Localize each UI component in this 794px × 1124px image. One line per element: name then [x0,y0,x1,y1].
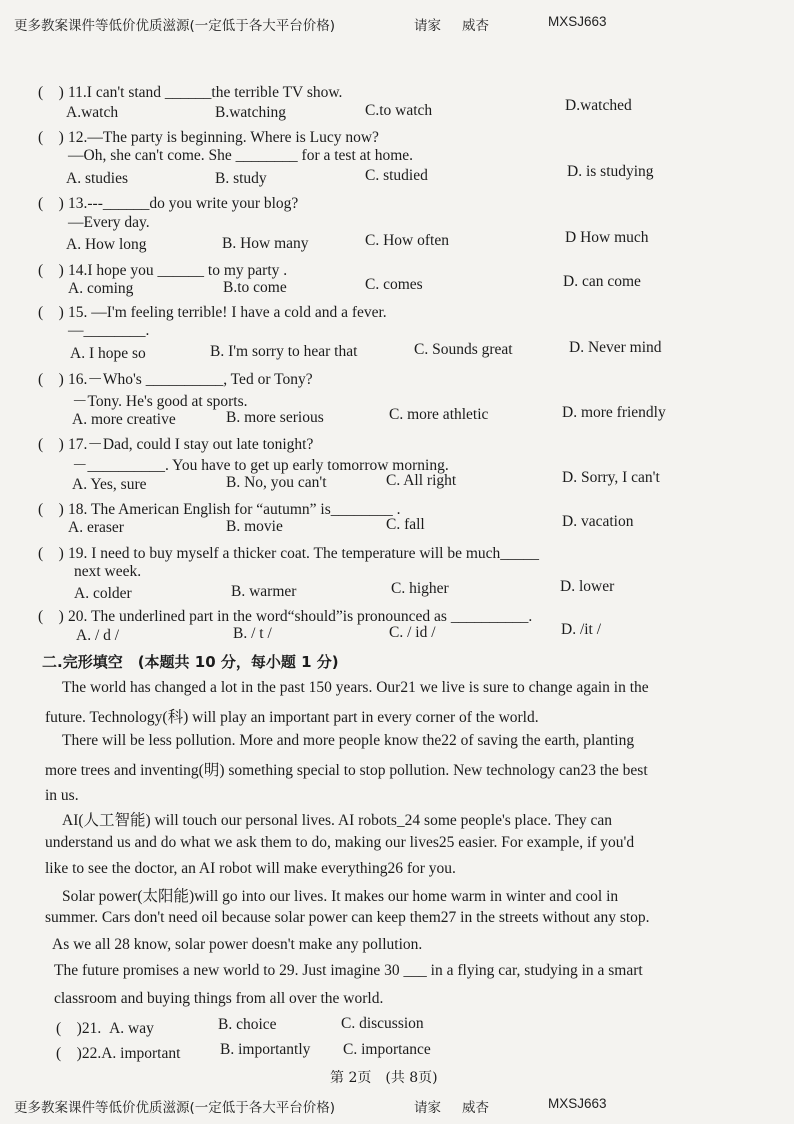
q16-option-a: A. more creative [72,411,176,428]
question-15-stem-2: —________. [68,322,150,339]
q19-option-b: B. warmer [231,583,297,600]
question-17-stem-2: －__________. You have to get up early tomorrow morning. [72,457,449,474]
question-19-stem: ( ) 19. I need to buy myself a thicker coat. The temperature will be much_____ [38,545,540,562]
question-16-stem-2: －Tony. He's good at sports. [72,393,248,410]
q11-option-c: C.to watch [365,102,433,119]
passage-line-9: Solar power(太阳能)will go into our lives. It makes our home warm in winter and cool in [62,888,619,905]
q14-option-c: C. comes [365,276,423,293]
answer-22-option-c: C. importance [343,1041,431,1058]
question-13-stem-2: —Every day. [68,214,150,231]
q18-option-c: C. fall [386,516,425,533]
q15-option-d: D. Never mind [569,339,662,356]
passage-line-10: summer. Cars don't need oil because solar power can keep them27 in the streets without any stop. [45,909,650,926]
q19-option-a: A. colder [74,585,132,602]
passage-line-7: understand us and do what we ask them to do, making our lives25 easier. For example, if you'd [45,834,635,851]
q18-option-b: B. movie [226,518,283,535]
q20-option-d: D. /it / [561,621,602,638]
answer-21-option-b: B. choice [218,1016,277,1033]
q17-option-a: A. Yes, sure [72,476,147,493]
passage-line-6: AI(人工智能) will touch our personal lives. AI robots_24 some people's place. They can [62,812,613,829]
q16-option-b: B. more serious [226,409,324,426]
footer-contact-name: 威杏 [462,1100,489,1116]
answer-21-row [56,1016,154,1038]
answer-22-row [56,1041,180,1063]
passage-line-13: classroom and buying things from all over the world. [54,990,384,1007]
passage-line-11: As we all 28 know, solar power doesn't make any pollution. [52,936,423,953]
question-17-stem: ( ) 17.－Dad, could I stay out late tonight? [38,436,314,453]
q13-option-d: D How much [565,229,649,246]
q15-option-b: B. I'm sorry to hear that [210,343,358,360]
question-12-stem: ( ) 12.—The party is beginning. Where is Lucy now? [38,129,379,146]
q13-option-a: A. How long [66,236,147,253]
passage-line-4: more trees and inventing(明) something special to stop pollution. New technology can23 the best [45,762,648,779]
q11-option-b: B.watching [215,104,287,121]
header-banner [14,14,780,34]
passage-line-3: There will be less pollution. More and more people know the22 of saving the earth, planting [62,732,635,749]
footer-banner [14,1096,780,1116]
question-12-stem-2: —Oh, she can't come. She ________ for a test at home. [68,147,414,164]
q12-option-d: D. is studying [567,163,654,180]
question-18-stem: ( ) 18. The American English for “autumn” is________ . [38,501,401,518]
q14-option-b: B.to come [223,279,287,296]
passage-line-8: like to see the doctor, an AI robot will make everything26 for you. [45,860,456,877]
footer-code: MXSJ663 [548,1096,607,1111]
q13-option-c: C. How often [365,232,449,249]
q19-option-d: D. lower [560,578,615,595]
q12-option-c: C. studied [365,167,428,184]
q14-option-d: D. can come [563,273,641,290]
answer-21-num: 21. [81,1020,102,1037]
q20-option-b: B. / t / [233,625,272,642]
q11-option-a: A.watch [66,104,119,121]
question-14-stem: ( ) 14.I hope you ______ to my party . [38,262,288,279]
q20-option-a: A. / d / [76,627,120,644]
answer-22-option-b: B. importantly [220,1041,311,1058]
q17-option-d: D. Sorry, I can't [562,469,660,486]
q18-option-d: D. vacation [562,513,634,530]
footer-contact-label: 请家 [414,1100,441,1116]
banner-text: 更多教案课件等低价优质滋源(一定低于各大平台价格) [14,18,336,34]
q17-option-b: B. No, you can't [226,474,327,491]
q16-option-d: D. more friendly [562,404,666,421]
answer-21-option-c: C. discussion [341,1015,424,1032]
question-20-stem: ( ) 20. The underlined part in the word“should”is pronounced as __________. [38,608,533,625]
q15-option-a: A. I hope so [70,345,146,362]
q18-option-a: A. eraser [68,519,124,536]
section-2-title: 二.完形填空 (本题共 10 分，每小题 1 分) [42,653,339,671]
question-16-stem: ( ) 16.－Who's __________, Ted or Tony? [38,371,313,388]
answer-21-option-a: A. way [109,1020,154,1037]
answer-22-option-a: A. important [101,1045,181,1062]
banner-code: MXSJ663 [548,14,607,29]
q11-option-d: D.watched [565,97,632,114]
q13-option-b: B. How many [222,235,309,252]
q19-option-c: C. higher [391,580,449,597]
answer-22-paren: ( ) [56,1045,82,1062]
q16-option-c: C. more athletic [389,406,489,423]
q15-option-c: C. Sounds great [414,341,513,358]
banner-contact-label: 请家 [414,18,441,34]
passage-line-12: The future promises a new world to 29. Just imagine 30 ___ in a flying car, studying in a smart [54,962,643,979]
q17-option-c: C. All right [386,472,457,489]
question-15-stem: ( ) 15. —I'm feeling terrible! I have a cold and a fever. [38,304,387,321]
question-11-stem: ( ) 11.I can't stand ______the terrible TV show. [38,84,343,101]
footer-banner-text: 更多教案课件等低价优质滋源(一定低于各大平台价格) [14,1100,336,1116]
q12-option-b: B. study [215,170,267,187]
question-19-stem-2: next week. [74,563,142,580]
passage-line-2: future. Technology(科) will play an important part in every corner of the world. [45,709,539,726]
banner-contact-name: 威杏 [462,18,489,34]
q20-option-c: C. / id / [389,624,436,641]
answer-22-num: 22. [81,1045,102,1062]
question-13-stem: ( ) 13.---______do you write your blog? [38,195,299,212]
q14-option-a: A. coming [68,280,134,297]
answer-21-paren: ( ) [56,1020,82,1037]
passage-line-1: The world has changed a lot in the past 150 years. Our21 we live is sure to change again in the [62,679,649,696]
page-number: 第 2页 (共 8页) [330,1070,438,1086]
q12-option-a: A. studies [66,170,128,187]
passage-line-5: in us. [45,787,79,804]
